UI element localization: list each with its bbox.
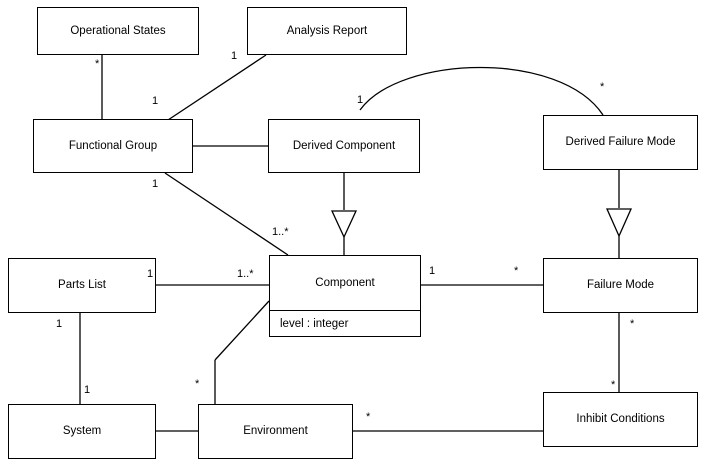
class-node-attribute: level : integer [280, 318, 349, 331]
multiplicity-label: * [195, 378, 200, 390]
edge-analysis-report-derived-failure-mode [360, 68, 603, 116]
class-node-label: Functional Group [68, 139, 158, 152]
class-node-label: Component [315, 276, 375, 289]
class-node-label: Derived Failure Mode [565, 136, 676, 149]
class-node-derived-failure-mode[interactable] [543, 115, 698, 170]
class-node-system[interactable] [8, 404, 156, 459]
class-node-label: Analysis Report [286, 24, 368, 37]
generalization-arrow-failure-mode [607, 209, 631, 236]
multiplicity-label: 1 [429, 265, 436, 277]
class-node-label: Operational States [70, 24, 166, 37]
multiplicity-label: * [630, 318, 635, 330]
multiplicity-label: * [600, 81, 605, 93]
multiplicity-label: 1 [231, 50, 238, 62]
multiplicity-label: * [366, 411, 371, 423]
class-node-analysis-report[interactable] [247, 7, 407, 55]
multiplicity-label: 1 [147, 268, 154, 280]
class-node-operational-states[interactable] [37, 7, 199, 55]
multiplicity-label: 1..* [272, 226, 289, 238]
class-node-parts-list[interactable] [8, 258, 156, 313]
class-node-functional-group[interactable] [33, 119, 193, 173]
edge-analysis-report-functional-group [165, 55, 266, 122]
multiplicity-label: 1 [56, 318, 63, 330]
class-node-label: Inhibit Conditions [576, 413, 665, 426]
multiplicity-label: 1..* [237, 268, 254, 280]
class-node-attribute-row [270, 310, 420, 338]
class-node-component[interactable] [269, 255, 421, 337]
multiplicity-label: * [514, 265, 519, 277]
class-node-label: Failure Mode [586, 279, 655, 292]
class-node-derived-component[interactable] [268, 119, 420, 173]
class-node-label: Derived Component [292, 139, 396, 152]
edge-functional-group-component [165, 173, 288, 255]
class-node-inhibit-conditions[interactable] [543, 392, 698, 447]
multiplicity-label: * [611, 379, 616, 391]
multiplicity-label: 1 [84, 384, 91, 396]
class-node-failure-mode[interactable] [543, 258, 698, 313]
class-node-environment[interactable] [198, 404, 353, 459]
multiplicity-label: * [95, 58, 100, 70]
class-node-title-row [270, 256, 420, 310]
multiplicity-label: 1 [152, 178, 159, 190]
multiplicity-label: 1 [152, 95, 159, 107]
multiplicity-label: 1 [357, 94, 364, 106]
class-node-label: System [62, 425, 102, 438]
class-node-label: Parts List [58, 279, 106, 292]
class-node-label: Environment [243, 425, 308, 438]
generalization-arrow-component [332, 211, 356, 237]
edge-component-environment-diagonal [215, 301, 269, 360]
